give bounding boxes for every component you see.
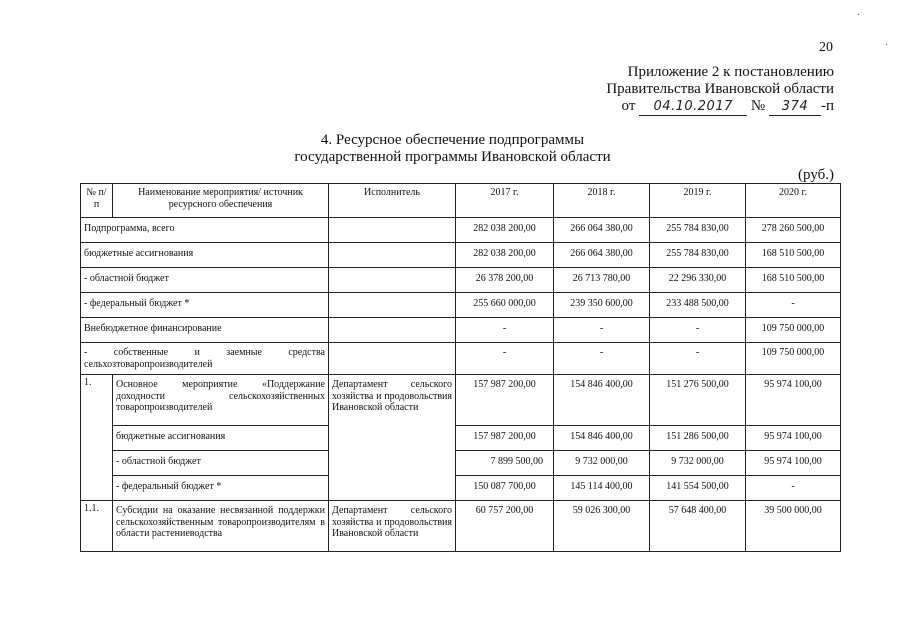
appendix-line-1: Приложение 2 к постановлению xyxy=(627,64,834,80)
activity-sub-row xyxy=(81,426,841,451)
cell-2018: 154 846 400,00 xyxy=(554,375,650,426)
cell-2019: 141 554 500,00 xyxy=(650,476,746,501)
activity-executor: Департамент сельского хозяйства и продовольствия Ивановской области xyxy=(329,375,456,501)
number-prefix: № xyxy=(750,98,766,114)
title-line-2: государственной программы Ивановской области xyxy=(294,149,611,165)
row-executor xyxy=(329,268,456,293)
row-label: - федеральный бюджет * xyxy=(113,476,329,501)
appendix-line-3 xyxy=(606,98,834,116)
cell-2017: 255 660 000,00 xyxy=(456,293,554,318)
table-row xyxy=(81,218,841,243)
header-executor: Исполнитель xyxy=(329,184,456,218)
row-label: бюджетные ассигнования xyxy=(81,243,329,268)
cell-2018: 26 713 780,00 xyxy=(554,268,650,293)
cell-2017: 60 757 200,00 xyxy=(456,501,554,552)
cell-2018: 266 064 380,00 xyxy=(554,218,650,243)
cell-2020: - xyxy=(746,476,841,501)
table-row xyxy=(81,343,841,375)
cell-2019: 22 296 330,00 xyxy=(650,268,746,293)
activity-num: 1. xyxy=(81,375,113,501)
cell-2020: 39 500 000,00 xyxy=(746,501,841,552)
row-label: - федеральный бюджет * xyxy=(81,293,329,318)
row-executor xyxy=(329,318,456,343)
activity-row xyxy=(81,501,841,552)
cell-2017: 157 987 200,00 xyxy=(456,426,554,451)
row-executor xyxy=(329,218,456,243)
cell-2017: 157 987 200,00 xyxy=(456,375,554,426)
activity-executor: Департамент сельского хозяйства и продовольствия Ивановской области xyxy=(329,501,456,552)
cell-2019: 233 488 500,00 xyxy=(650,293,746,318)
resource-table xyxy=(80,183,841,552)
cell-2019: 9 732 000,00 xyxy=(650,451,746,476)
cell-2019: 151 286 500,00 xyxy=(650,426,746,451)
activity-row xyxy=(81,375,841,426)
cell-2018: 9 732 000,00 xyxy=(554,451,650,476)
activity-name: Основное мероприятие «Поддержание доходности сельскохозяйственных товаропроизводителей xyxy=(113,375,329,426)
cell-2018: - xyxy=(554,318,650,343)
cell-2019: 151 276 500,00 xyxy=(650,375,746,426)
currency-unit: (руб.) xyxy=(798,167,834,183)
cell-2019: 255 784 830,00 xyxy=(650,218,746,243)
cell-2019: 57 648 400,00 xyxy=(650,501,746,552)
document-title xyxy=(0,132,905,166)
table-row xyxy=(81,318,841,343)
table-row xyxy=(81,268,841,293)
row-label: - областной бюджет xyxy=(81,268,329,293)
table-row xyxy=(81,243,841,268)
cell-2019: - xyxy=(650,343,746,375)
row-label: - областной бюджет xyxy=(113,451,329,476)
date-prefix: от xyxy=(621,98,636,114)
header-num: № п/п xyxy=(81,184,113,218)
header-name: Наименование мероприятия/ источник ресурсного обеспечения xyxy=(113,184,329,218)
activity-name: Субсидии на оказание несвязанной поддержки сельскохозяйственным товаропроизводителям в области растениеводства xyxy=(113,501,329,552)
row-executor xyxy=(329,343,456,375)
header-row xyxy=(81,184,841,218)
cell-2018: 145 114 400,00 xyxy=(554,476,650,501)
title-line-1: 4. Ресурсное обеспечение подпрограммы xyxy=(320,132,585,148)
activity-num: 1.1. xyxy=(81,501,113,552)
scan-speck: · xyxy=(857,10,861,21)
cell-2017: - xyxy=(456,343,554,375)
row-executor xyxy=(329,293,456,318)
cell-2020: 168 510 500,00 xyxy=(746,243,841,268)
cell-2017: 282 038 200,00 xyxy=(456,218,554,243)
handwritten-number: 374 xyxy=(769,98,821,116)
header-2020: 2020 г. xyxy=(746,184,841,218)
cell-2018: 59 026 300,00 xyxy=(554,501,650,552)
table-row xyxy=(81,293,841,318)
cell-2018: 266 064 380,00 xyxy=(554,243,650,268)
cell-2017: - xyxy=(456,318,554,343)
activity-sub-row xyxy=(81,476,841,501)
handwritten-date: 04.10.2017 xyxy=(639,98,747,116)
page-number: 20 xyxy=(819,40,833,55)
row-executor xyxy=(329,243,456,268)
cell-2020: 95 974 100,00 xyxy=(746,426,841,451)
header-2019: 2019 г. xyxy=(650,184,746,218)
cell-2020: 109 750 000,00 xyxy=(746,343,841,375)
cell-2020: 168 510 500,00 xyxy=(746,268,841,293)
header-2018: 2018 г. xyxy=(554,184,650,218)
cell-2020: 109 750 000,00 xyxy=(746,318,841,343)
cell-2018: 154 846 400,00 xyxy=(554,426,650,451)
cell-2020: - xyxy=(746,293,841,318)
cell-2017: 7 899 500,00 xyxy=(456,451,554,476)
scan-speck: · xyxy=(885,40,889,51)
number-suffix: -п xyxy=(820,98,834,114)
cell-2020: 278 260 500,00 xyxy=(746,218,841,243)
row-label: бюджетные ассигнования xyxy=(113,426,329,451)
row-label: Подпрограмма, всего xyxy=(81,218,329,243)
cell-2018: 239 350 600,00 xyxy=(554,293,650,318)
cell-2019: - xyxy=(650,318,746,343)
row-label: - собственные и заемные средства сельхозтоваропроизводителей xyxy=(81,343,329,375)
appendix-header xyxy=(606,64,834,116)
cell-2017: 26 378 200,00 xyxy=(456,268,554,293)
row-label: Внебюджетное финансирование xyxy=(81,318,329,343)
cell-2017: 150 087 700,00 xyxy=(456,476,554,501)
header-2017: 2017 г. xyxy=(456,184,554,218)
cell-2020: 95 974 100,00 xyxy=(746,375,841,426)
appendix-line-2: Правительства Ивановской области xyxy=(606,81,834,97)
activity-sub-row xyxy=(81,451,841,476)
cell-2017: 282 038 200,00 xyxy=(456,243,554,268)
cell-2020: 95 974 100,00 xyxy=(746,451,841,476)
cell-2019: 255 784 830,00 xyxy=(650,243,746,268)
cell-2018: - xyxy=(554,343,650,375)
